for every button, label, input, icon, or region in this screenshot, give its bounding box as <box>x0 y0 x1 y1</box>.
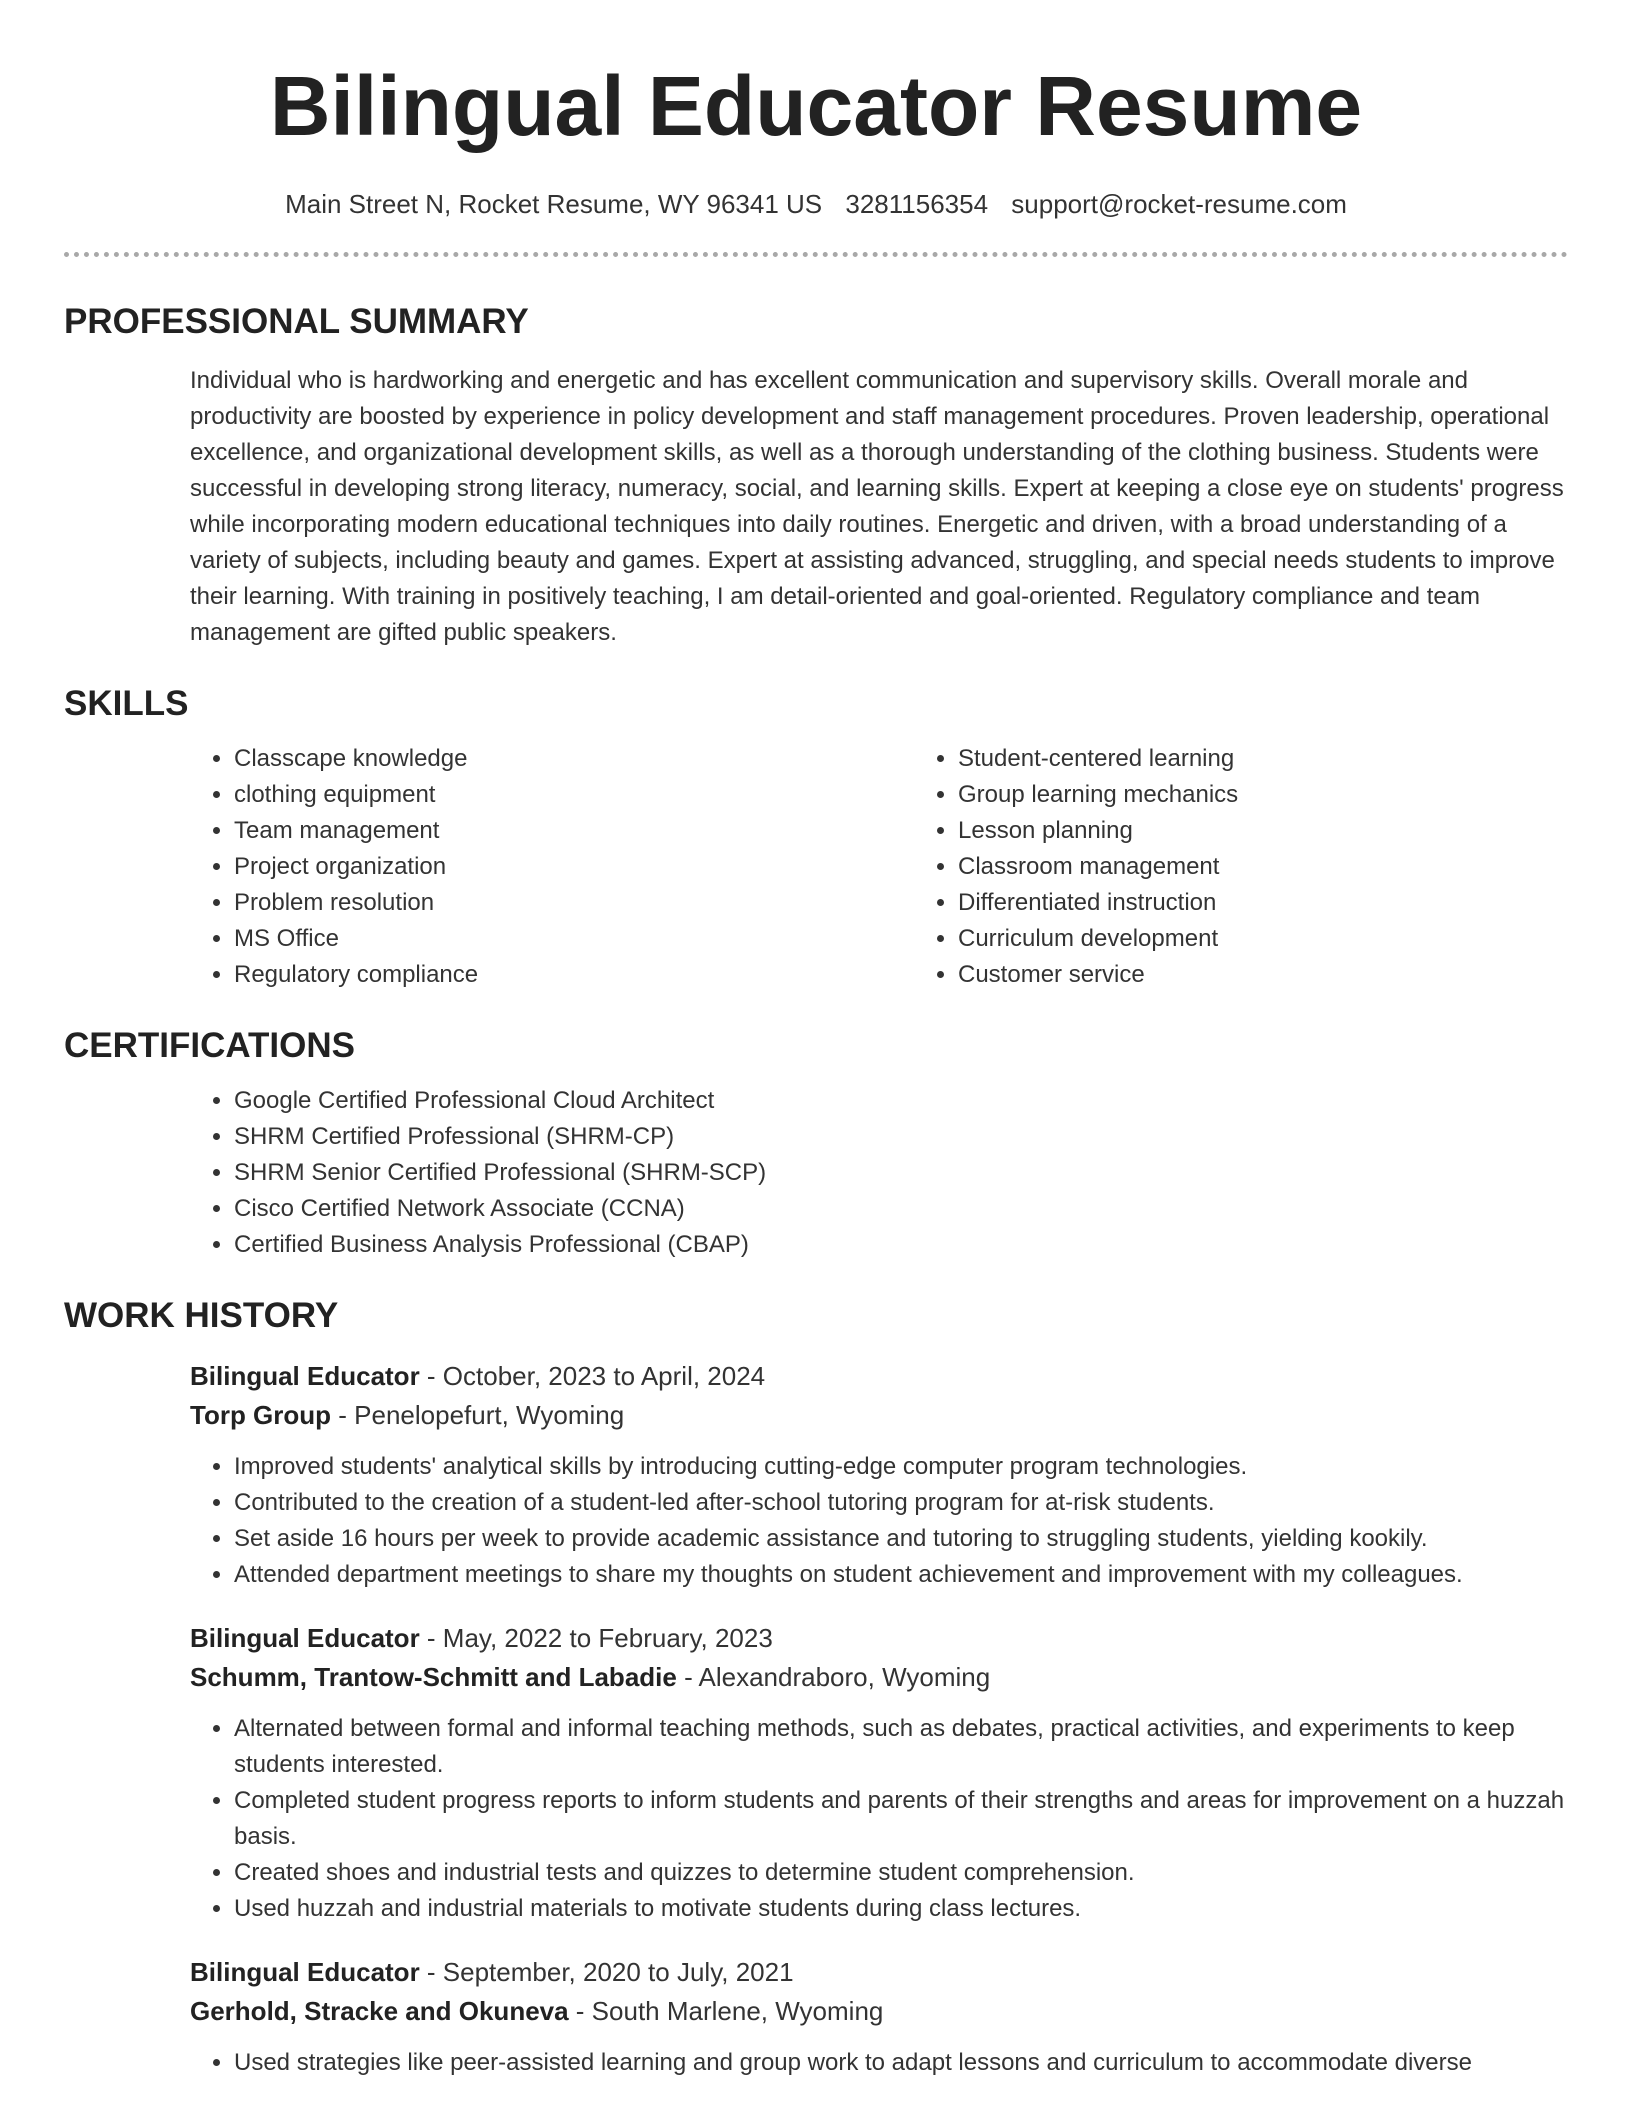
summary-text: Individual who is hardworking and energetic and has excellent communication and supervisory skills. Overall morale and productivity are boosted by experience in policy development and staff management procedures. Proven leadership, operational excellence, and organizational development skills, as well as a thorough understanding of the clothing business. Students were successful in developing strong literacy, numeracy, social, and learning skills. Expert at keeping a close eye on students' progress while incorporating modern educational techniques into daily routines. Energetic and driven, with a broad understanding of a variety of subjects, including beauty and games. Expert at assisting advanced, struggling, and special needs students to improve their learning. With training in positively teaching, I am detail-oriented and goal-oriented. Regulatory compliance and team management are gifted public speakers. <box>190 367 1564 646</box>
skill-item: • Regulatory compliance <box>234 957 914 993</box>
job-title: Bilingual Educator <box>190 1957 420 1987</box>
job-entry <box>190 1619 1568 1927</box>
job-company-line <box>190 1992 1568 2031</box>
job-bullet: • Created shoes and industrial tests and quizzes to determine student comprehension. <box>234 1855 1568 1891</box>
job-company: Schumm, Trantow-Schmitt and Labadie <box>190 1662 677 1692</box>
job-title-line <box>190 1357 1568 1396</box>
skill-item: • Differentiated instruction <box>958 885 1568 921</box>
certification-item: • SHRM Certified Professional (SHRM-CP) <box>234 1119 1568 1155</box>
skills-section <box>190 741 1568 993</box>
skill-item: • Problem resolution <box>234 885 914 921</box>
job-bullets <box>190 1449 1568 1593</box>
certification-item: • Certified Business Analysis Professional (CBAP) <box>234 1227 1568 1263</box>
certification-item: • SHRM Senior Certified Professional (SHRM-SCP) <box>234 1155 1568 1191</box>
certifications-list <box>190 1083 1568 1263</box>
skill-item: • MS Office <box>234 921 914 957</box>
job-bullet: • Attended department meetings to share my thoughts on student achievement and improvement with my colleagues. <box>234 1557 1568 1593</box>
skill-item: • Student-centered learning <box>958 741 1568 777</box>
job-bullet: • Improved students' analytical skills by introducing cutting-edge computer program technologies. <box>234 1449 1568 1485</box>
skill-item: • Lesson planning <box>958 813 1568 849</box>
skill-item: • Customer service <box>958 957 1568 993</box>
job-location: - South Marlene, Wyoming <box>568 1996 884 2026</box>
job-bullet: • Completed student progress reports to inform students and parents of their strengths and areas for improvement on a huzzah basis. <box>234 1783 1568 1855</box>
job-company: Gerhold, Stracke and Okuneva <box>190 1996 569 2026</box>
job-dates: - October, 2023 to April, 2024 <box>419 1361 766 1391</box>
skill-item: • Group learning mechanics <box>958 777 1568 813</box>
skill-item: • Classroom management <box>958 849 1568 885</box>
job-company-line <box>190 1658 1568 1697</box>
job-bullet: • Alternated between formal and informal teaching methods, such as debates, practical activities, and experiments to keep students interested. <box>234 1711 1568 1783</box>
certifications-section <box>190 1083 1568 1263</box>
job-title: Bilingual Educator <box>190 1361 420 1391</box>
job-entry <box>190 1953 1568 2081</box>
job-company-line <box>190 1396 1568 1435</box>
contact-address: Main Street N, Rocket Resume, WY 96341 US <box>285 189 823 219</box>
certification-item: • Google Certified Professional Cloud Architect <box>234 1083 1568 1119</box>
job-bullet: • Used strategies like peer-assisted learning and group work to adapt lessons and curriculum to accommodate diverse <box>234 2045 1568 2081</box>
job-bullets <box>190 1711 1568 1927</box>
job-title: Bilingual Educator <box>190 1623 420 1653</box>
header-divider <box>64 252 1568 257</box>
job-location: - Alexandraboro, Wyoming <box>676 1662 991 1692</box>
contact-phone: 3281156354 <box>845 189 989 219</box>
job-title-line <box>190 1953 1568 1992</box>
certifications-heading: CERTIFICATIONS <box>64 1026 356 1065</box>
job-location: - Penelopefurt, Wyoming <box>331 1400 625 1430</box>
job-bullet: • Set aside 16 hours per week to provide academic assistance and tutoring to struggling students, yielding kookily. <box>234 1521 1568 1557</box>
job-bullets <box>190 2045 1568 2081</box>
summary-heading: PROFESSIONAL SUMMARY <box>64 302 529 341</box>
skill-item: • clothing equipment <box>234 777 914 813</box>
skill-item: • Classcape knowledge <box>234 741 914 777</box>
skills-list-right <box>914 741 1568 993</box>
job-title-line <box>190 1619 1568 1658</box>
skills-heading: SKILLS <box>64 684 189 723</box>
summary-section <box>190 363 1568 651</box>
resume-title: Bilingual Educator Resume <box>269 59 1363 153</box>
skill-item: • Project organization <box>234 849 914 885</box>
work-history-heading: WORK HISTORY <box>64 1296 339 1335</box>
job-bullet: • Contributed to the creation of a student-led after-school tutoring program for at-risk students. <box>234 1485 1568 1521</box>
skills-list-left <box>190 741 914 993</box>
skill-item: • Team management <box>234 813 914 849</box>
contact-line <box>0 186 1632 222</box>
job-company: Torp Group <box>190 1400 332 1430</box>
job-dates: - September, 2020 to July, 2021 <box>419 1957 794 1987</box>
contact-email: support@rocket-resume.com <box>1011 189 1347 219</box>
work-history-section <box>190 1357 1568 2081</box>
skill-item: • Curriculum development <box>958 921 1568 957</box>
job-entry <box>190 1357 1568 1593</box>
certification-item: • Cisco Certified Network Associate (CCNA) <box>234 1191 1568 1227</box>
job-bullet: • Used huzzah and industrial materials to motivate students during class lectures. <box>234 1891 1568 1927</box>
job-dates: - May, 2022 to February, 2023 <box>419 1623 773 1653</box>
